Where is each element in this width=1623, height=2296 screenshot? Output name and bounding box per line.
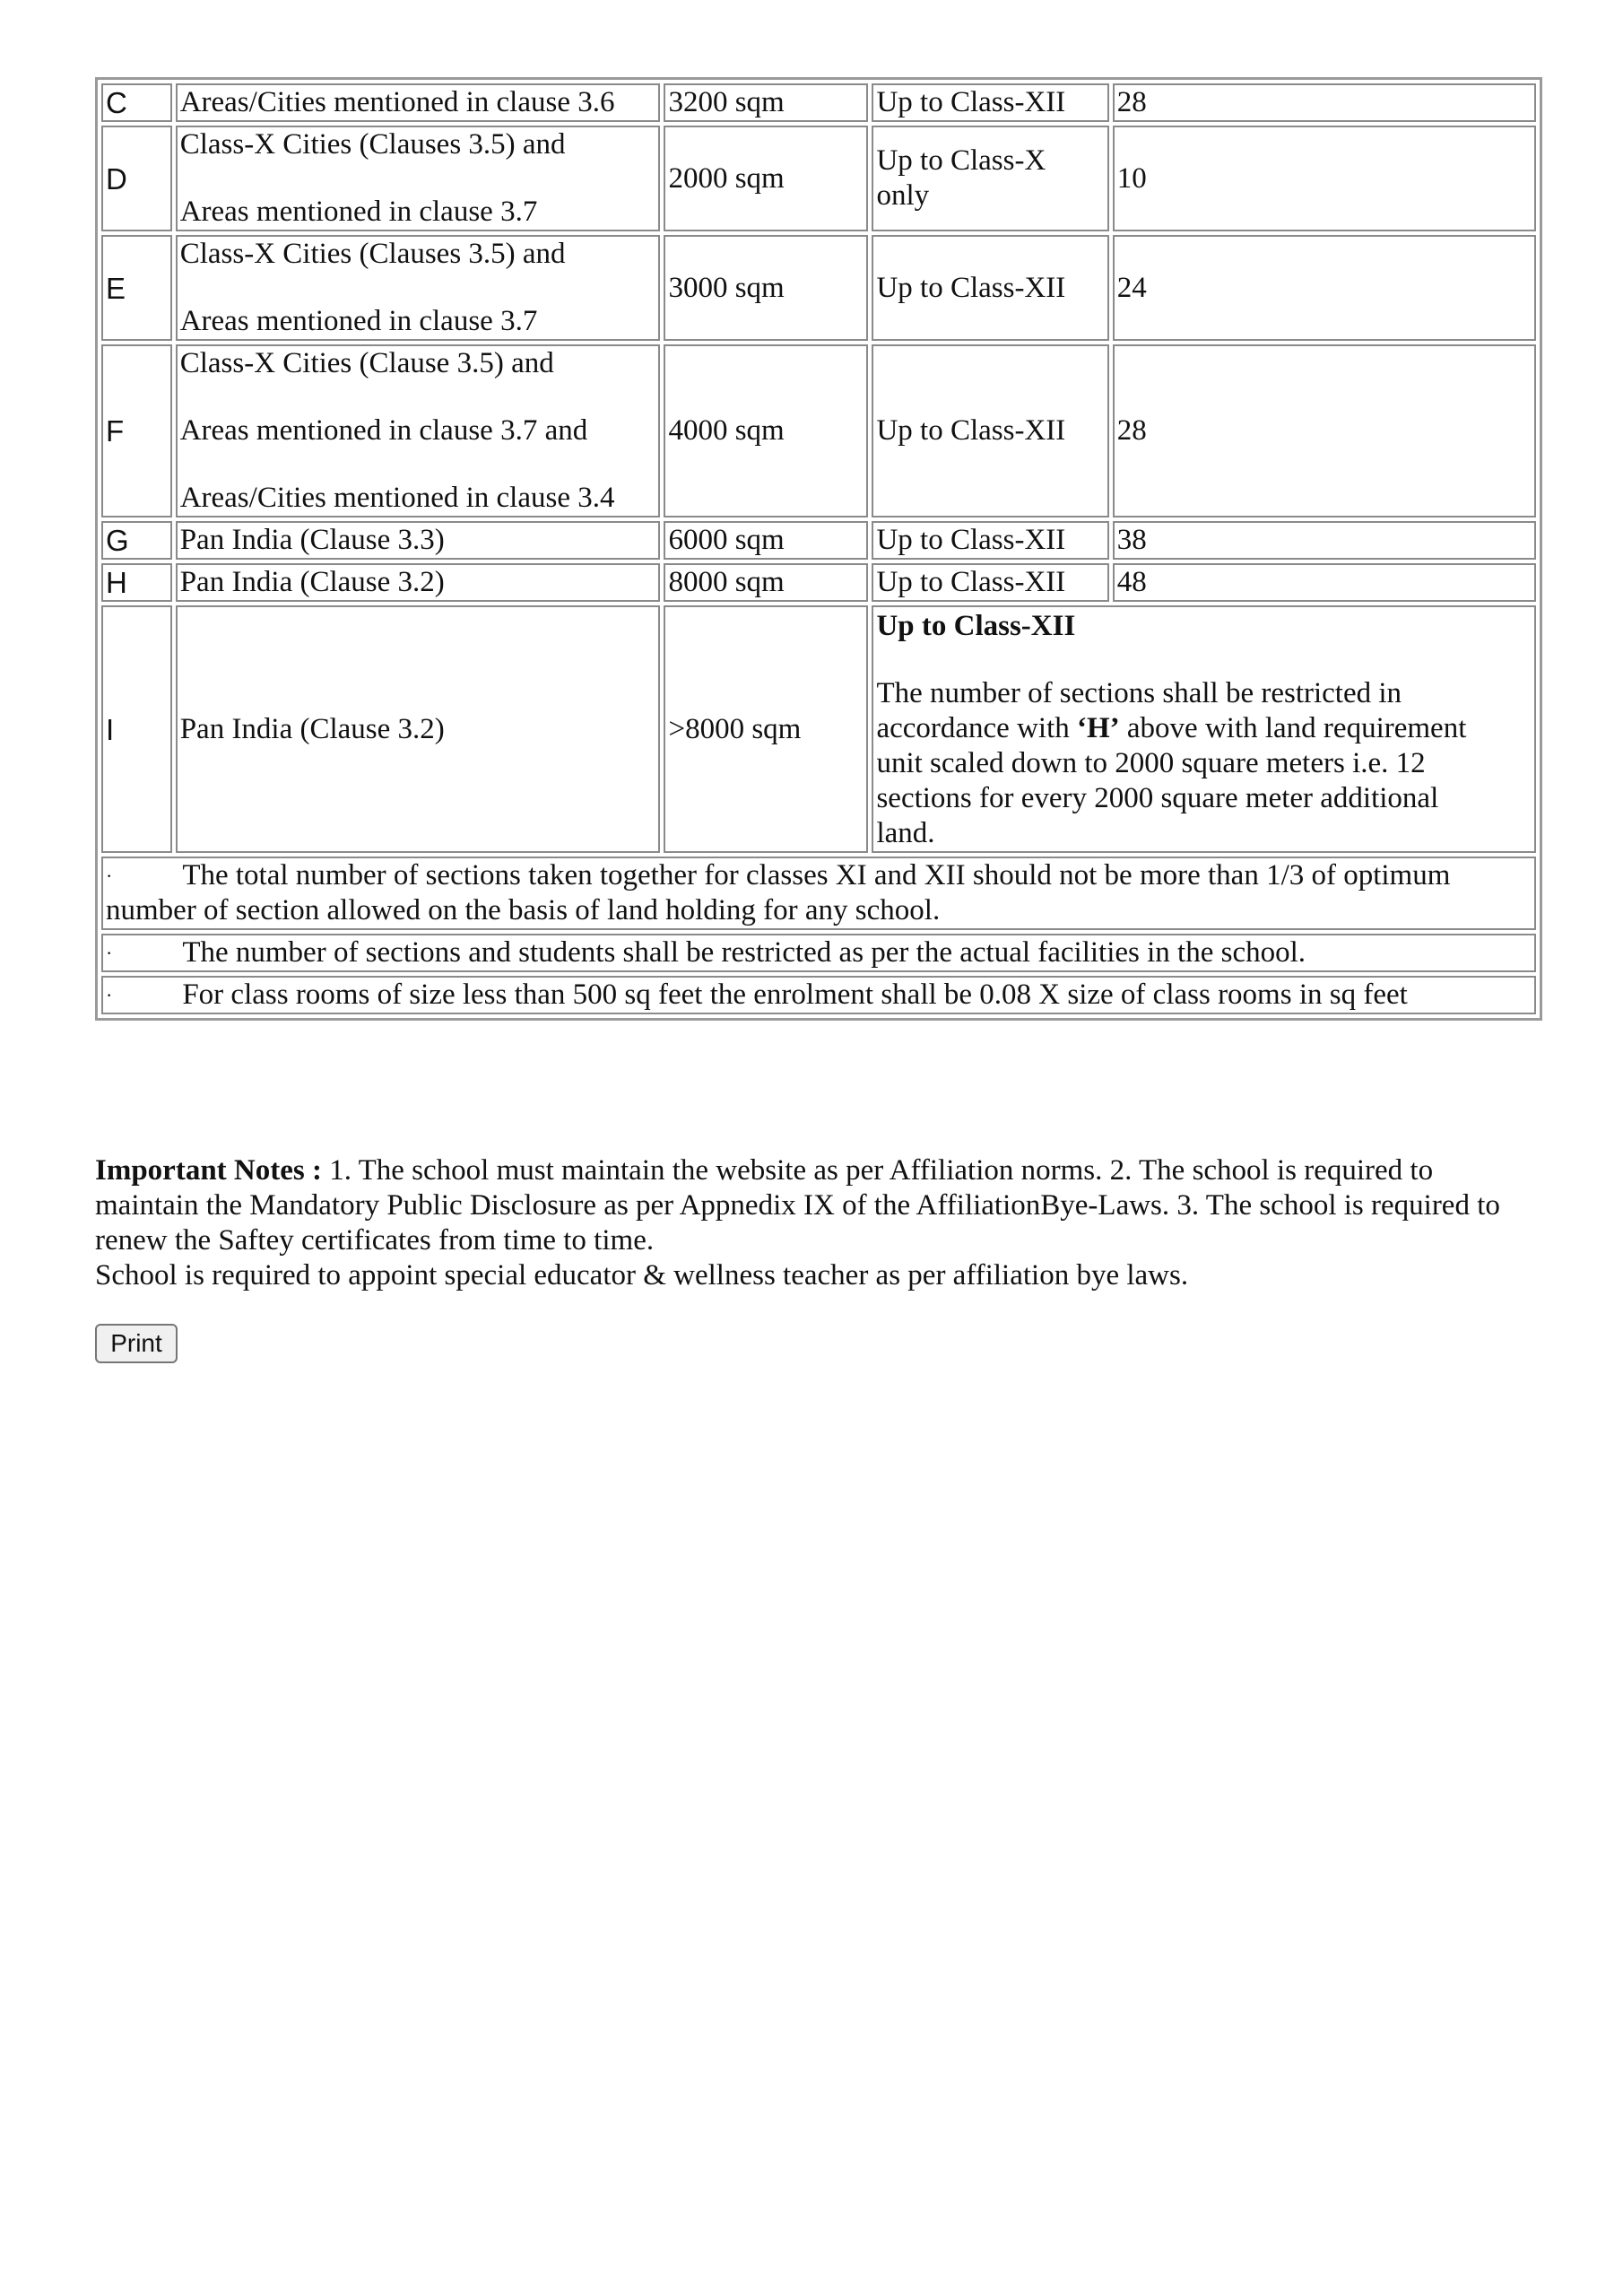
important-notes-extra: School is required to appoint special educator & wellness teacher as per affiliation bye laws. xyxy=(95,1259,1189,1292)
land-cell: 2000 sqm xyxy=(664,126,868,231)
table-row xyxy=(101,521,1536,560)
section-note xyxy=(876,676,1495,851)
class-cell: Up to Class-X only xyxy=(872,126,1108,231)
area-cell xyxy=(176,521,661,560)
class-cell: Up to Class-XII xyxy=(872,344,1108,517)
table-row-i xyxy=(101,605,1536,853)
category-cell: C xyxy=(101,83,172,122)
land-cell: 4000 sqm xyxy=(664,344,868,517)
sections-cell: 28 xyxy=(1113,344,1536,517)
area-line: Areas mentioned in clause 3.7 xyxy=(179,305,538,337)
category-cell: I xyxy=(101,605,172,853)
area-cell xyxy=(176,344,661,517)
note-cell xyxy=(101,857,1536,930)
table-row xyxy=(101,235,1536,341)
section-note-part-1: The number of sections shall be restricted in accordance with xyxy=(876,677,1402,744)
note-text: For class rooms of size less than 500 sq feet the enrolment shall be 0.08 X size of class rooms in sq feet xyxy=(182,978,1408,1011)
land-cell: 3000 sqm xyxy=(664,235,868,341)
category-cell: D xyxy=(101,126,172,231)
land-cell: 3200 sqm xyxy=(664,83,868,122)
table-row xyxy=(101,126,1536,231)
table-note-row-3 xyxy=(101,976,1536,1014)
area-line: Pan India (Clause 3.2) xyxy=(179,566,445,598)
section-note-part-2: above with land requirement unit scaled down to 2000 square meters i.e. 12 sections for every 2000 square meter additional land. xyxy=(876,712,1467,849)
area-cell: Pan India (Clause 3.2) xyxy=(176,605,661,853)
class-cell: Up to Class-XII xyxy=(872,521,1108,560)
table-note-row-1 xyxy=(101,857,1536,930)
class-heading: Up to Class-XII xyxy=(876,610,1076,642)
school-norms-table xyxy=(95,77,1542,1021)
table-row xyxy=(101,83,1536,122)
sections-cell: 38 xyxy=(1113,521,1536,560)
note-cell xyxy=(101,976,1536,1014)
class-cell: Up to Class-XII xyxy=(872,83,1108,122)
table-body xyxy=(101,83,1536,1014)
category-cell: E xyxy=(101,235,172,341)
area-cell xyxy=(176,83,661,122)
section-note-emphasis: ‘H’ xyxy=(1077,712,1120,744)
class-cell: Up to Class-XII xyxy=(872,563,1108,602)
important-notes-text: 1. The school must maintain the website as per Affiliation norms. 2. The school is required to maintain the Mandatory Public Disclosure as per Appnedix IX of the AffiliationBye-Laws. 3. The school is required to renew the Saftey certificates from time to time. xyxy=(95,1154,1500,1257)
category-cell: G xyxy=(101,521,172,560)
important-notes xyxy=(95,1153,1530,1293)
land-cell: 6000 sqm xyxy=(664,521,868,560)
area-line: Class-X Cities (Clause 3.5) and xyxy=(179,347,554,379)
area-line: Class-X Cities (Clauses 3.5) and xyxy=(179,128,566,161)
sections-cell: 28 xyxy=(1113,83,1536,122)
bullet-icon: · xyxy=(106,865,113,887)
bullet-icon: · xyxy=(106,984,113,1006)
category-cell: F xyxy=(101,344,172,517)
land-cell: >8000 sqm xyxy=(664,605,868,853)
sections-cell: 48 xyxy=(1113,563,1536,602)
area-cell xyxy=(176,126,661,231)
sections-cell: 24 xyxy=(1113,235,1536,341)
table-note-row-2 xyxy=(101,934,1536,972)
note-cell xyxy=(101,934,1536,972)
category-cell: H xyxy=(101,563,172,602)
table-row xyxy=(101,563,1536,602)
area-line: Areas/Cities mentioned in clause 3.6 xyxy=(179,86,615,118)
sections-cell: 10 xyxy=(1113,126,1536,231)
area-cell xyxy=(176,563,661,602)
bullet-icon: · xyxy=(106,942,113,964)
area-line: Areas mentioned in clause 3.7 xyxy=(179,196,538,228)
table-row xyxy=(101,344,1536,517)
area-cell xyxy=(176,235,661,341)
area-line: Areas mentioned in clause 3.7 and xyxy=(179,414,588,447)
important-notes-label: Important Notes : xyxy=(95,1154,322,1187)
area-line: Areas/Cities mentioned in clause 3.4 xyxy=(179,482,615,514)
area-line: Pan India (Clause 3.3) xyxy=(179,524,445,556)
note-text: The number of sections and students shall be restricted as per the actual facilities in the school. xyxy=(182,936,1306,969)
note-text: The total number of sections taken together for classes XI and XII should not be more than 1/3 of optimum number of section allowed on the basis of land holding for any school. xyxy=(106,859,1451,926)
area-line: Class-X Cities (Clauses 3.5) and xyxy=(179,238,566,270)
land-cell: 8000 sqm xyxy=(664,563,868,602)
class-cell xyxy=(872,605,1536,853)
print-button[interactable]: Print xyxy=(95,1324,178,1363)
class-cell: Up to Class-XII xyxy=(872,235,1108,341)
